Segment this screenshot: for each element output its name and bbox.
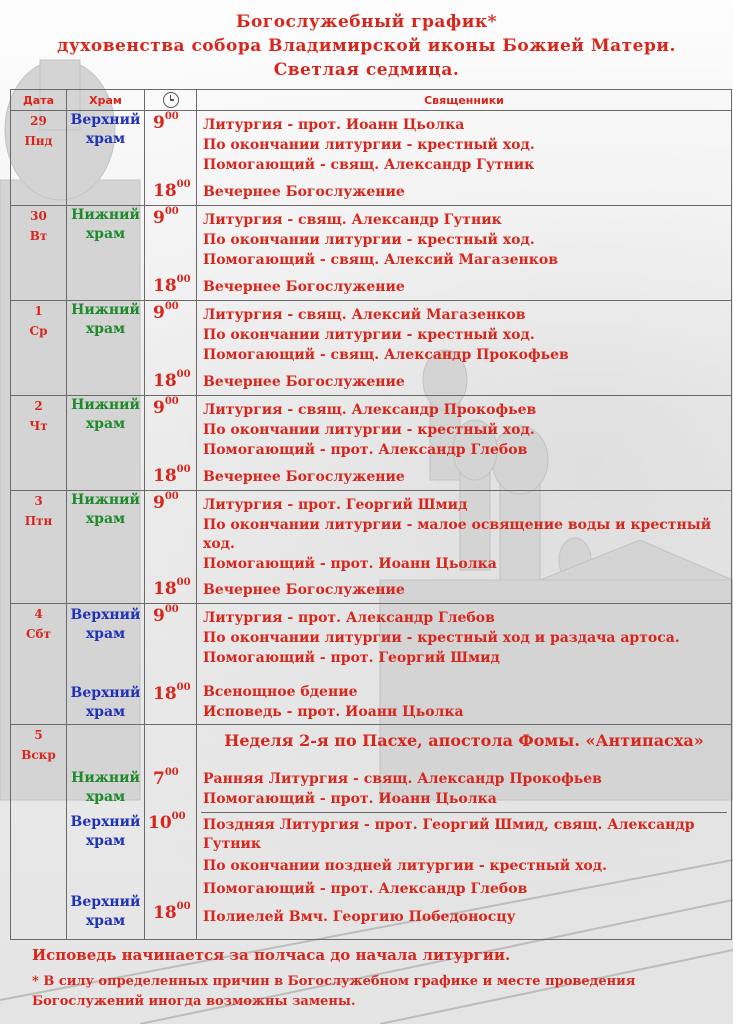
service-line: Вечернее Богослужение — [203, 469, 405, 485]
table-row — [11, 396, 732, 491]
time-cell: $9^{00}$ $18^{00}$ — [145, 604, 197, 725]
table-row — [11, 604, 732, 725]
hram-cell: Нижний храм Верхний храм Верхний храм — [67, 725, 145, 940]
divider — [201, 812, 727, 813]
time-cell: $7^{00}$ $10^{00}$ $18^{00}$ — [145, 725, 197, 940]
service-line: По окончании поздней литургии - крестный ход. — [203, 858, 607, 874]
confession-note: Исповедь начинается за полчаса до начала литургии. — [32, 946, 511, 964]
hram-cell: Нижний храм — [67, 396, 145, 491]
service-line: Вечернее Богослужение — [203, 279, 405, 295]
schedule-table — [10, 89, 732, 940]
date-cell: 30 Вт — [11, 206, 67, 301]
service-line: Поздняя Литургия - прот. Георгий Шмид, свящ. Александр Гутник — [203, 817, 695, 852]
page-subtitle: духовенства собора Владимирской иконы Божией Матери. — [57, 36, 676, 56]
page-title: Богослужебный график* — [235, 12, 498, 32]
service-line: Помогающий - свящ. Александр Гутник — [203, 157, 535, 173]
service-line: Помогающий - свящ. Александр Прокофьев — [203, 347, 569, 363]
service-line: Литургия - свящ. Александр Прокофьев — [203, 402, 537, 418]
service-line: Помогающий - прот. Александр Глебов — [203, 881, 528, 897]
clergy-cell — [197, 725, 732, 940]
service-line: Помогающий - прот. Георгий Шмид — [203, 650, 500, 666]
service-line: Литургия - прот. Георгий Шмид — [203, 497, 468, 513]
clergy-cell — [197, 111, 732, 206]
service-line: По окончании литургии - крестный ход. — [203, 232, 535, 248]
date-cell: 5 Вскр — [11, 725, 67, 940]
service-line: По окончании литургии - крестный ход. — [203, 422, 535, 438]
feast-heading: Неделя 2-я по Пасхе, апостола Фомы. «Антипасха» — [224, 731, 704, 750]
service-line: Помогающий - прот. Александр Глебов — [203, 442, 528, 458]
service-line: Ранняя Литургия - свящ. Александр Прокофьев — [203, 771, 602, 787]
table-header-row — [11, 90, 732, 111]
date-cell: 4 Сбт — [11, 604, 67, 725]
date-cell: 2 Чт — [11, 396, 67, 491]
time-cell — [145, 111, 197, 206]
clergy-cell — [197, 301, 732, 396]
hram-cell: Нижний храм — [67, 301, 145, 396]
time-cell: $9^{00}$ $18^{00}$ — [145, 301, 197, 396]
date-cell: 1 Ср — [11, 301, 67, 396]
table-row — [11, 491, 732, 604]
column-header-time — [145, 90, 197, 111]
service-line: Вечернее Богослужение — [203, 582, 405, 598]
clergy-cell — [197, 396, 732, 491]
hram-cell: Нижний храм — [67, 491, 145, 604]
clergy-cell — [197, 604, 732, 725]
time-evening: $18^{00}$ — [153, 179, 191, 201]
service-line: По окончании литургии - крестный ход. — [203, 137, 535, 153]
disclaimer-note: * В силу определенных причин в Богослужебном графике и месте проведения Богослужений иногда возможны замены. — [32, 974, 636, 1009]
service-line: Исповедь - прот. Иоанн Цьолка — [203, 704, 464, 720]
time-cell: $9^{00}$ $18^{00}$ — [145, 206, 197, 301]
service-line: Помогающий - прот. Иоанн Цьолка — [203, 791, 497, 807]
service-line: Помогающий - свящ. Алексий Магазенков — [203, 252, 558, 268]
date-cell: 29 Пнд — [11, 111, 67, 206]
column-header-date: Дата — [11, 90, 67, 111]
date-cell: 3 Птн — [11, 491, 67, 604]
table-row — [11, 301, 732, 396]
clergy-cell — [197, 206, 732, 301]
table-row — [11, 206, 732, 301]
service-line: Помогающий - прот. Иоанн Цьолка — [203, 556, 497, 572]
clock-icon — [163, 92, 179, 108]
service-line: По окончании литургии - крестный ход. — [203, 327, 535, 343]
column-header-clergy: Священники — [197, 90, 732, 111]
time-morning: $9^{00}$ — [153, 111, 179, 133]
service-line: Литургия - прот. Александр Глебов — [203, 610, 495, 626]
service-line: Всенощное бдение — [203, 684, 358, 700]
service-line: Литургия - прот. Иоанн Цьолка — [203, 117, 465, 133]
hram-cell: Нижний храм — [67, 206, 145, 301]
clergy-cell — [197, 491, 732, 604]
column-header-hram: Храм — [67, 90, 145, 111]
service-line: Полиелей Вмч. Георгию Победоносцу — [203, 909, 516, 925]
service-line: Вечернее Богослужение — [203, 374, 405, 390]
service-line: Литургия - свящ. Александр Гутник — [203, 212, 502, 228]
service-line: Вечернее Богослужение — [203, 184, 405, 200]
hram-cell: Верхний храм Верхний храм — [67, 604, 145, 725]
hram-cell: Верхний храм — [67, 111, 145, 206]
service-line: По окончании литургии - крестный ход и раздача артоса. — [203, 630, 680, 646]
table-row — [11, 725, 732, 940]
page-period: Светлая седмица. — [273, 60, 460, 80]
service-line: Литургия - свящ. Алексий Магазенков — [203, 307, 526, 323]
service-line: По окончании литургии - малое освящение воды и крестный ход. — [203, 517, 712, 552]
time-cell: $9^{00}$ $18^{00}$ — [145, 396, 197, 491]
table-row — [11, 111, 732, 206]
time-cell: $9^{00}$ $18^{00}$ — [145, 491, 197, 604]
